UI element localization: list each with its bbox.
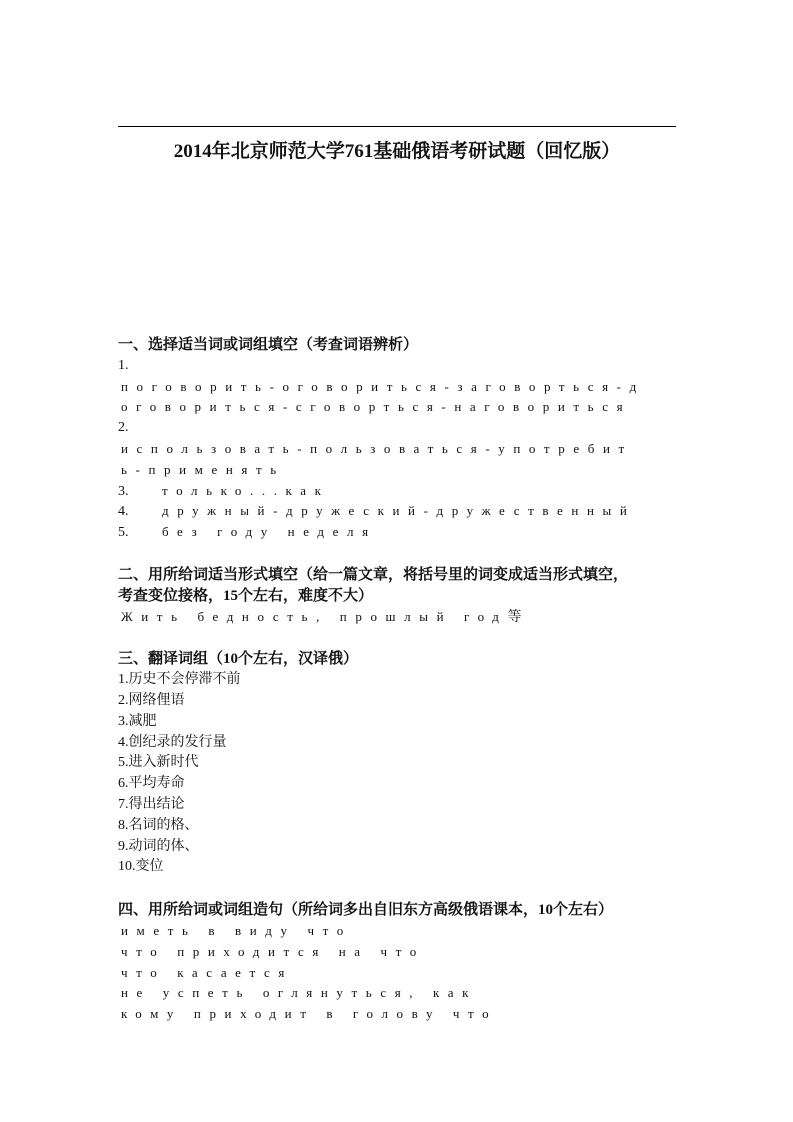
russian-line: использовать-пользоваться-употребит bbox=[121, 440, 633, 456]
section-heading: 考查变位接格，15个左右，难度不大） bbox=[118, 587, 374, 604]
section-heading: 四、用所给词或词组造句（所给词多出自旧东方高级俄语课本，10个左右） bbox=[118, 902, 614, 919]
document-body bbox=[118, 335, 678, 1025]
item-number: 3. bbox=[118, 483, 129, 499]
list-item: что приходится на что bbox=[121, 943, 425, 959]
list-item bbox=[118, 522, 678, 543]
item-suffix: 等 bbox=[507, 609, 522, 625]
list-item: 9.动词的体、 bbox=[118, 838, 199, 854]
list-item: что касается bbox=[121, 964, 293, 980]
list-item: не успеть оглянуться, как bbox=[121, 985, 477, 1001]
section-heading: 三、翻译词组（10个左右，汉译俄） bbox=[118, 651, 359, 668]
russian-line: поговорить-оговориться-заговорться-д bbox=[121, 378, 645, 394]
list-item: кому приходит в голову что bbox=[121, 1006, 498, 1022]
item-text: только...как bbox=[162, 482, 330, 498]
list-item: 5.进入新时代 bbox=[118, 755, 199, 771]
header-rule bbox=[118, 126, 676, 127]
list-item: 8.名词的格、 bbox=[118, 817, 199, 833]
item-number: 2. bbox=[118, 420, 129, 436]
list-item: 3.减肥 bbox=[118, 713, 157, 729]
item-number: 1. bbox=[118, 357, 129, 373]
russian-line: оговориться-сговорться-наговориться bbox=[121, 399, 632, 415]
list-item: 10.变位 bbox=[118, 859, 164, 875]
list-item: 1.历史不会停滞不前 bbox=[118, 672, 241, 688]
list-item: 2.网络俚语 bbox=[118, 692, 185, 708]
list-item: 4.创纪录的发行量 bbox=[118, 734, 227, 750]
item-number: 4. bbox=[118, 504, 129, 520]
item-number: 5. bbox=[118, 525, 129, 541]
section-4 bbox=[118, 900, 678, 1025]
russian-line: ь-применять bbox=[121, 461, 285, 477]
item-text: без году неделя bbox=[162, 524, 377, 540]
list-item: 7.得出结论 bbox=[118, 796, 185, 812]
list-item: иметь в виду что bbox=[121, 922, 352, 938]
item-text: дружный-дружеский-дружественный bbox=[162, 503, 636, 519]
russian-line bbox=[118, 607, 678, 628]
section-2 bbox=[118, 565, 678, 627]
list-item: 6.平均寿命 bbox=[118, 776, 185, 792]
section-heading: 二、用所给词适当形式填空（给一篇文章，将括号里的词变成适当形式填空， bbox=[118, 566, 629, 583]
section-3 bbox=[118, 649, 678, 878]
document-title: 2014年北京师范大学761基础俄语考研试题（回忆版） bbox=[173, 141, 621, 162]
section-1 bbox=[118, 335, 678, 543]
list-item bbox=[118, 481, 678, 502]
item-text: Жить бедность, прошлый год bbox=[121, 608, 508, 624]
section-heading: 一、选择适当词或词组填空（考查词语辨析） bbox=[118, 337, 419, 353]
list-item bbox=[118, 501, 678, 522]
